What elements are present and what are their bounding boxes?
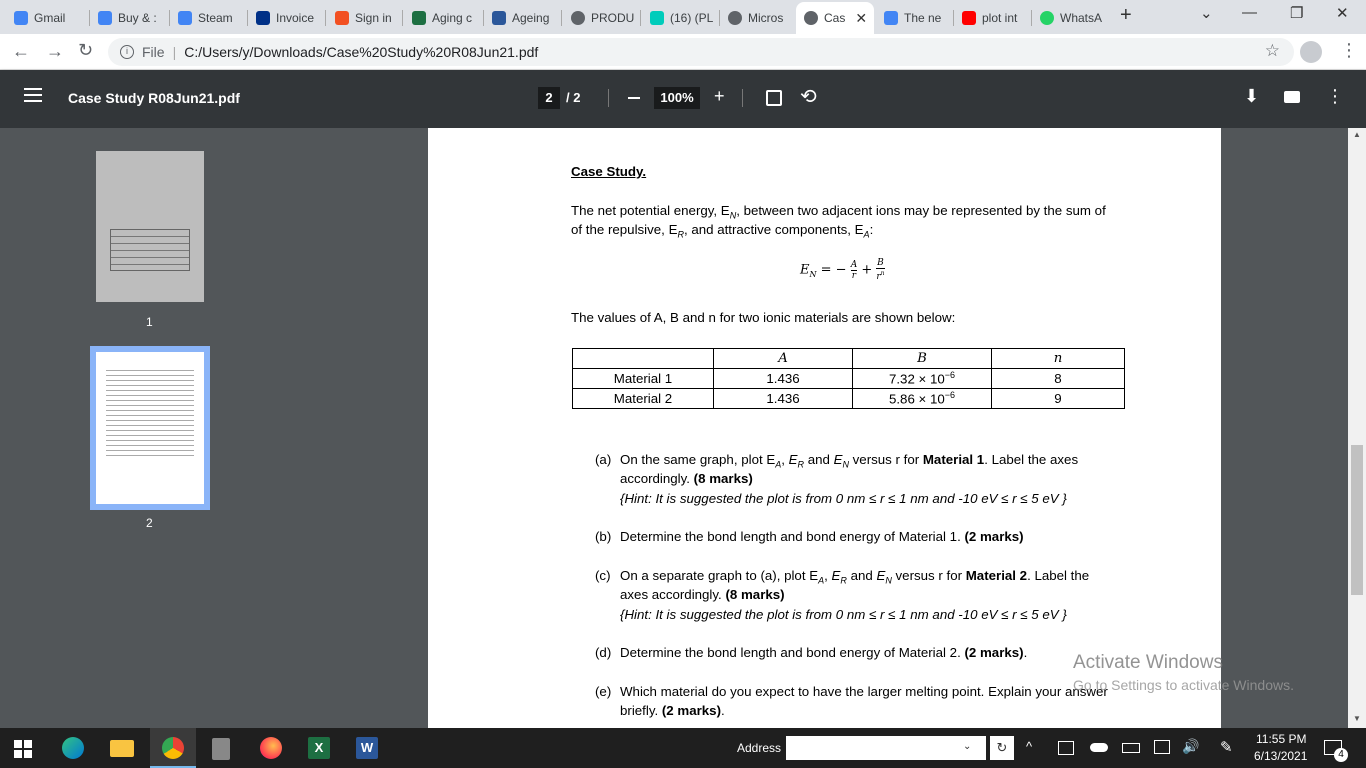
values-intro: The values of A, B and n for two ionic materials are shown below: xyxy=(571,310,956,325)
google-icon xyxy=(884,11,898,25)
back-icon[interactable]: ← xyxy=(12,41,30,61)
browser-tab[interactable] xyxy=(876,4,952,32)
zoom-in-icon[interactable]: + xyxy=(714,86,725,106)
browser-tab-label: Ageing xyxy=(512,11,550,25)
page-thumbnail-2-selected[interactable] xyxy=(90,346,210,510)
tab-separator xyxy=(402,10,403,26)
address-toolbar-label: Address xyxy=(737,741,782,755)
sidebar-menu-icon[interactable] xyxy=(24,88,42,102)
table-row xyxy=(573,369,1125,389)
question-a-hint: {Hint: It is suggested the plot is from 0 nm ≤ r ≤ 1 nm and -10 eV ≤ r ≤ 5 eV } xyxy=(620,491,1067,506)
browser-tab[interactable] xyxy=(6,4,88,32)
address-toolbar-dropdown-icon[interactable]: ⌄ xyxy=(963,741,972,752)
tab-separator xyxy=(561,10,562,26)
browser-tab-label: Gmail xyxy=(34,11,66,25)
question-c-line2: axes accordingly. (8 marks) xyxy=(620,587,785,602)
browser-tab-label: Buy & : xyxy=(118,11,157,25)
maximize-icon[interactable]: ❐ xyxy=(1290,5,1304,22)
windows-start-icon[interactable] xyxy=(14,740,32,758)
question-e-line2: briefly. (2 marks). xyxy=(620,703,725,718)
intro-paragraph-line2: of the repulsive, $E_R$, and attractive components, $E_A$: xyxy=(571,222,874,240)
address-bar[interactable]: i File | C:/Users/y/Downloads/Case%20Study%20R08Jun21.pdf ☆ xyxy=(108,38,1294,66)
browser-tab[interactable] xyxy=(563,4,639,32)
browser-toolbar xyxy=(0,34,1366,70)
thumbnail-label-1: 1 xyxy=(146,315,153,329)
browser-tab[interactable] xyxy=(404,4,482,32)
table-header-cell: n xyxy=(992,349,1125,369)
browser-tab[interactable] xyxy=(248,4,324,32)
globe-icon xyxy=(804,11,818,25)
browser-tab[interactable] xyxy=(1032,4,1104,32)
more-actions-icon[interactable]: ⋮ xyxy=(1326,86,1344,106)
google-icon xyxy=(98,11,112,25)
activation-watermark-title: Activate Windows xyxy=(1073,652,1223,673)
browser-menu-icon[interactable]: ⋮ xyxy=(1340,40,1358,60)
tab-separator xyxy=(640,10,641,26)
browser-tab[interactable] xyxy=(90,4,168,32)
materials-table xyxy=(572,348,1125,409)
pdf-toolbar xyxy=(0,70,1366,128)
chrome-icon-active[interactable] xyxy=(150,728,196,768)
show-hidden-icons-icon[interactable]: ^ xyxy=(1026,739,1033,754)
scrollbar-thumb[interactable] xyxy=(1351,445,1363,595)
pdf-page-2 xyxy=(428,128,1221,728)
pen-workspace-icon[interactable]: ✎ xyxy=(1220,739,1233,756)
whatsapp-icon xyxy=(1040,11,1054,25)
browser-tab-label: Aging c xyxy=(432,11,473,25)
rotate-icon[interactable]: ⟲ xyxy=(800,86,817,108)
browser-tab[interactable] xyxy=(484,4,560,32)
browser-tab[interactable] xyxy=(327,4,401,32)
address-toolbar-input[interactable] xyxy=(786,736,986,760)
table-header-cell: A xyxy=(714,349,853,369)
volume-icon[interactable]: 🔊 xyxy=(1182,738,1200,754)
tab-search-icon[interactable]: ⌄ xyxy=(1200,5,1213,22)
browser-tab-label: WhatsA xyxy=(1060,11,1103,25)
minimize-icon[interactable]: — xyxy=(1242,4,1257,21)
question-a-line1: On the same graph, plot $E_A$, $E_R$ and $E_N$ versus r for Material 1. Label the axes xyxy=(620,452,1079,470)
question-e-line1: Which material do you expect to have the larger melting point. Explain your answer xyxy=(620,684,1108,699)
zoom-out-icon[interactable] xyxy=(628,97,640,99)
question-b-line1: Determine the bond length and bond energy of Material 1. (2 marks) xyxy=(620,529,1024,544)
address-go-icon[interactable]: ↻ xyxy=(990,736,1014,760)
question-c-hint: {Hint: It is suggested the plot is from 0 nm ≤ r ≤ 1 nm and -10 eV ≤ r ≤ 5 eV } xyxy=(620,607,1067,622)
table-cell: Material 1 xyxy=(573,369,714,389)
table-cell: $7.32 \times 10^{-6}$ xyxy=(853,369,992,389)
forward-icon[interactable]: → xyxy=(46,41,64,61)
page-thumbnail-1[interactable] xyxy=(96,151,204,302)
table-header-row xyxy=(573,349,1125,369)
globe-icon xyxy=(728,11,742,25)
table-header-cell: B xyxy=(853,349,992,369)
excel-icon xyxy=(412,11,426,25)
onedrive-icon[interactable] xyxy=(1090,743,1108,752)
table-row xyxy=(573,389,1125,409)
address-url: C:/Users/y/Downloads/Case%20Study%20R08Jun21.pdf xyxy=(184,44,539,60)
pdf-title: Case Study R08Jun21.pdf xyxy=(68,90,240,106)
browser-tab[interactable] xyxy=(642,4,718,32)
question-a-line2: accordingly. (8 marks) xyxy=(620,471,753,486)
table-cell: 1.436 xyxy=(714,369,853,389)
zoom-level-input[interactable]: 100% xyxy=(654,87,700,109)
address-protocol: File xyxy=(142,44,165,60)
vertical-scrollbar[interactable] xyxy=(1348,128,1366,728)
table-cell: 8 xyxy=(992,369,1125,389)
browser-tab-label: The ne xyxy=(904,11,942,25)
print-icon[interactable] xyxy=(1284,91,1300,103)
notification-count-badge: 4 xyxy=(1334,748,1348,762)
firefox-icon[interactable] xyxy=(260,737,282,759)
question-d-id: (d) xyxy=(595,645,612,660)
question-c-line1: On a separate graph to (a), plot $E_A$, $E_R$ and $E_N$ versus r for Material 2. Label the xyxy=(620,568,1090,586)
browser-tab-label: plot int xyxy=(982,11,1018,25)
word-icon xyxy=(492,11,506,25)
tray-app-icon[interactable] xyxy=(1058,741,1074,755)
close-tab-icon[interactable]: ✕ xyxy=(855,9,868,26)
browser-tab-label: (16) (PL xyxy=(670,11,714,25)
page-number-input[interactable]: 2 xyxy=(538,87,560,109)
browser-tab-label: Micros xyxy=(748,11,784,25)
browser-tab-bar xyxy=(0,0,1366,34)
question-e-id: (e) xyxy=(595,684,612,699)
table-cell: 9 xyxy=(992,389,1125,409)
youtube-icon xyxy=(962,11,976,25)
calculator-icon[interactable] xyxy=(212,738,230,760)
battery-icon[interactable] xyxy=(1122,743,1140,753)
word-taskbar-icon[interactable]: W xyxy=(356,737,378,759)
researchgate-icon xyxy=(650,11,664,25)
browser-tab[interactable] xyxy=(720,4,794,32)
info-icon[interactable]: i xyxy=(120,45,134,59)
close-window-icon[interactable]: ✕ xyxy=(1336,5,1349,22)
tab-separator xyxy=(325,10,326,26)
paypal-icon xyxy=(256,11,270,25)
windows-taskbar xyxy=(0,728,1366,768)
case-study-heading: Case Study. xyxy=(571,164,647,179)
thumbnail-label-2: 2 xyxy=(146,516,153,530)
excel-taskbar-icon[interactable]: X xyxy=(308,737,330,759)
reload-icon[interactable]: ↻ xyxy=(78,40,94,60)
intro-paragraph-line1: The net potential energy, $E_N$, between two adjacent ions may be represented by the sum of xyxy=(571,203,1106,221)
browser-tab-label: PRODU xyxy=(591,11,635,25)
question-a-id: (a) xyxy=(595,452,612,467)
browser-tab-label: Sign in xyxy=(355,11,392,25)
page-total: / 2 xyxy=(566,90,581,105)
activation-watermark-subtitle: Go to Settings to activate Windows. xyxy=(1073,677,1294,693)
question-c-id: (c) xyxy=(595,568,611,583)
browser-tab[interactable] xyxy=(170,4,246,32)
bookmark-star-icon[interactable]: ☆ xyxy=(1264,41,1280,60)
globe-icon xyxy=(571,11,585,25)
network-icon[interactable] xyxy=(1154,740,1170,754)
new-tab-button[interactable]: + xyxy=(1120,4,1132,26)
clock-time[interactable]: 11:55 PM xyxy=(1256,732,1307,746)
profile-avatar[interactable] xyxy=(1300,41,1322,63)
browser-tab-label: Cas xyxy=(824,11,846,25)
microsoft-icon xyxy=(335,11,349,25)
file-explorer-icon[interactable] xyxy=(110,740,134,757)
fit-page-icon[interactable] xyxy=(766,90,782,106)
question-b-id: (b) xyxy=(595,529,612,544)
table-cell: Material 2 xyxy=(573,389,714,409)
browser-tab[interactable] xyxy=(796,2,874,34)
edge-icon[interactable] xyxy=(62,737,84,759)
scroll-down-arrow-icon[interactable]: ▼ xyxy=(1353,714,1361,723)
browser-tab-label: Steam xyxy=(198,11,233,25)
pdf-viewport xyxy=(300,128,1348,728)
clock-date[interactable]: 6/13/2021 xyxy=(1254,749,1308,763)
google-icon xyxy=(178,11,192,25)
question-d-line1: Determine the bond length and bond energy of Material 2. (2 marks). xyxy=(620,645,1028,660)
table-header-cell xyxy=(573,349,714,369)
browser-tab[interactable] xyxy=(954,4,1030,32)
table-cell: $5.86 \times 10^{-6}$ xyxy=(853,389,992,409)
table-cell: 1.436 xyxy=(714,389,853,409)
browser-tab-label: Invoice xyxy=(276,11,315,25)
scroll-up-arrow-icon[interactable]: ▲ xyxy=(1353,130,1361,139)
google-icon xyxy=(14,11,28,25)
thumbnail-sidebar xyxy=(0,128,300,728)
energy-equation: $E_N$ = − A r + B $r^n$ xyxy=(800,258,885,282)
download-icon[interactable]: ⬇ xyxy=(1244,86,1260,106)
